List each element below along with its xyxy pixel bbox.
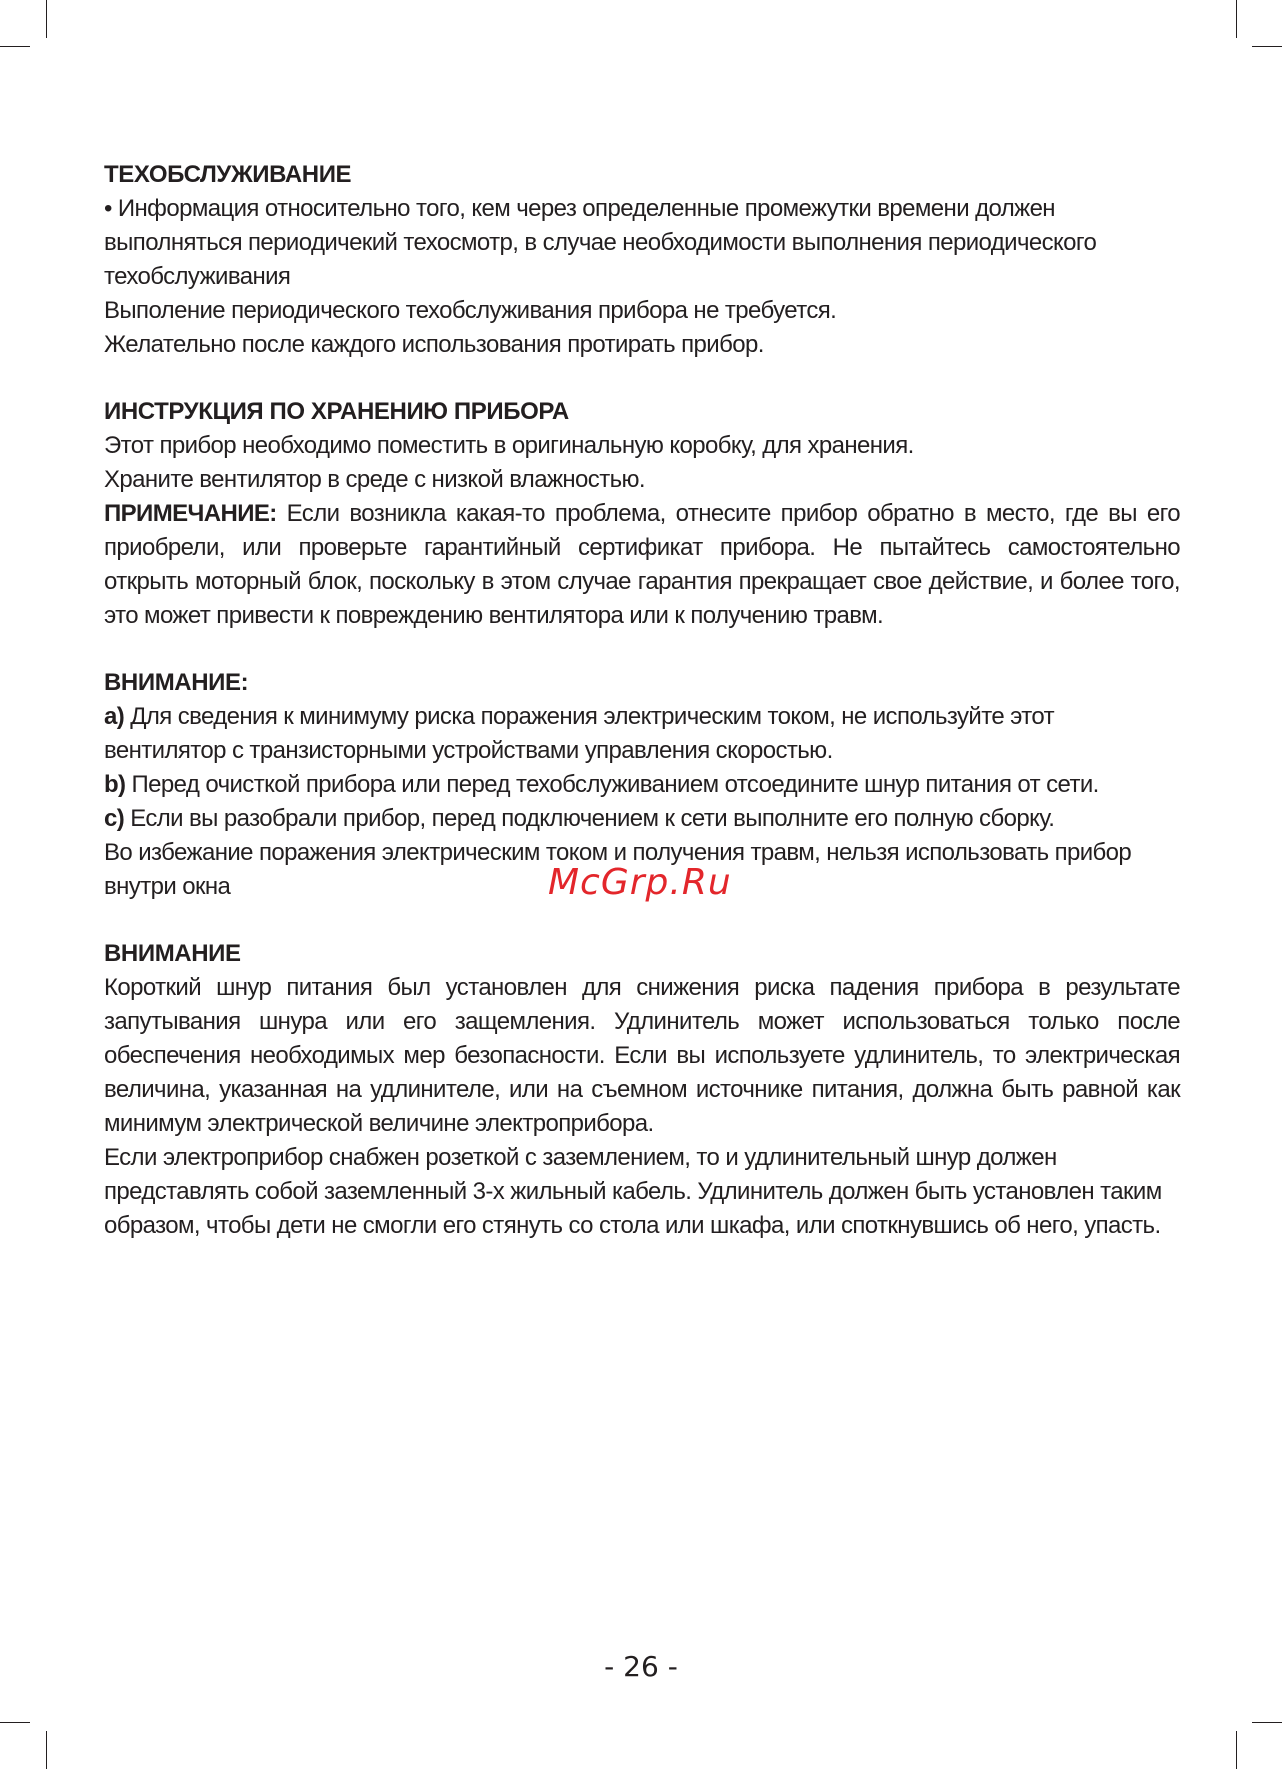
item-label-a: a) [104, 703, 125, 730]
watermark: McGrp.Ru [548, 862, 732, 903]
item-text-b: Перед очисткой прибора или перед техобслуживанием отсоедините шнур питания от сети. [125, 771, 1099, 798]
warning-closing: Во избежание поражения электрическим током и получения травм, нельзя использовать прибор внутри окна [104, 839, 1132, 900]
warning2-paragraph-1: Короткий шнур питания был установлен для снижения риска падения прибора в результате запутывания шнура или его защемления. Удлинитель может использоваться только после обеспечения необходимых мер безопасности. Если вы используете удлинитель, то электрическая величина, указанная на удлинителе, или на съемном источнике питания, должна быть равной как минимум электрической величине электроприбора. [104, 974, 1180, 1137]
storage-line-1: Этот прибор необходимо поместить в оригинальную коробку, для хранения. [104, 432, 914, 459]
crop-mark [1236, 1731, 1237, 1769]
crop-mark [1252, 1722, 1282, 1723]
warning-heading-2: ВНИМАНИЕ [104, 940, 241, 967]
item-text-a: Для сведения к минимуму риска поражения электрическим током, не используйте этот вентилятор с транзисторными устройствами управления скоростью. [104, 703, 1055, 764]
item-text-c: Если вы разобрали прибор, перед подключением к сети выполните его полную сборку. [124, 805, 1055, 832]
warning-heading-1: ВНИМАНИЕ: [104, 669, 249, 696]
warning-item-a [104, 700, 1180, 768]
item-label-b: b) [104, 771, 126, 798]
warning-item-b [104, 768, 1180, 802]
maintenance-line-1: • Информация относительно того, кем через определенные промежутки времени должен выполняться периодичекий техосмотр, в случае необходимости выполнения периодического техобслуживания [104, 195, 1097, 290]
page-number: - 26 - [604, 1650, 678, 1683]
warning-section-2 [104, 937, 1180, 1243]
storage-section [104, 395, 1180, 633]
maintenance-line-2: Выполение периодического техобслуживания прибора не требуется. [104, 297, 837, 324]
warning-item-c [104, 802, 1180, 836]
crop-mark [1236, 0, 1237, 38]
maintenance-line-3: Желательно после каждого использования протирать прибор. [104, 331, 764, 358]
note-label: ПРИМЕЧАНИЕ: [104, 500, 277, 527]
item-label-c: c) [104, 805, 125, 832]
warning2-paragraph-2: Если электроприбор снабжен розеткой с заземлением, то и удлинительный шнур должен представлять собой заземленный 3-х жильный кабель. Удлинитель должен быть установлен таким образом, чтобы дети не смогли его стянуть со стола или шкафа, или споткнувшись об него, упасть. [104, 1144, 1162, 1239]
maintenance-heading: ТЕХОБСЛУЖИВАНИЕ [104, 161, 352, 188]
crop-mark [46, 0, 47, 38]
crop-mark [1252, 46, 1282, 47]
note-text: Если возникла какая-то проблема, отнесите прибор обратно в место, где вы его приобрели, или проверьте гарантийный сертификат прибора. Не пытайтесь самостоятельно открыть моторный блок, поскольку в этом случае гарантия прекращает свое действие, и более того, это может привести к повреждению вентилятора или к получению травм. [104, 500, 1180, 629]
storage-note [104, 497, 1180, 633]
storage-line-2: Храните вентилятор в среде с низкой влажностью. [104, 466, 645, 493]
crop-mark [46, 1731, 47, 1769]
maintenance-section [104, 158, 1180, 362]
crop-mark [0, 46, 30, 47]
document-body [104, 158, 1180, 1276]
storage-heading: ИНСТРУКЦИЯ ПО ХРАНЕНИЮ ПРИБОРА [104, 398, 569, 425]
crop-mark [0, 1722, 30, 1723]
